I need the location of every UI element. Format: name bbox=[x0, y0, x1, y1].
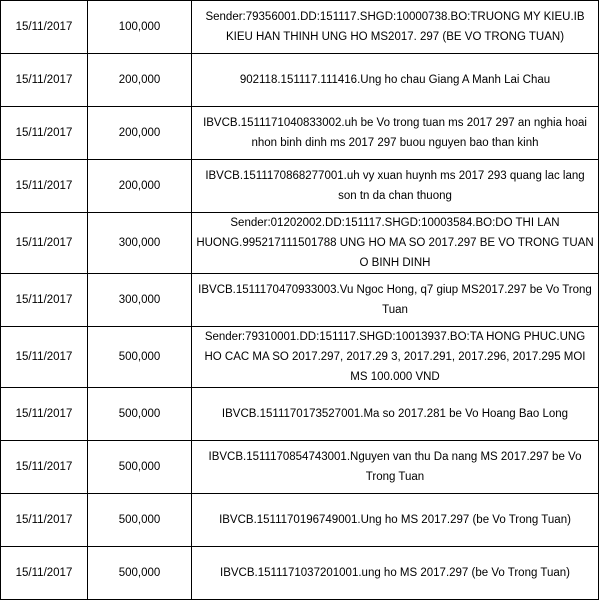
amount-cell: 200,000 bbox=[88, 54, 192, 107]
table-row bbox=[1, 54, 599, 107]
amount-cell: 500,000 bbox=[88, 327, 192, 388]
table-row bbox=[1, 213, 599, 274]
amount-cell: 500,000 bbox=[88, 441, 192, 494]
date-cell: 15/11/2017 bbox=[1, 54, 88, 107]
description-cell: IBVCB.1511170868277001.uh vy xuan huynh ms 2017 293 quang lac lang son tn da chan thuong bbox=[192, 160, 599, 213]
description-cell: IBVCB.1511171040833002.uh be Vo trong tuan ms 2017 297 an nghia hoai nhon binh dinh ms 2017 297 buou nguyen bao than kinh bbox=[192, 107, 599, 160]
description-cell: IBVCB.1511171037201001.ung ho MS 2017.297 (be Vo Trong Tuan) bbox=[192, 547, 599, 600]
date-cell: 15/11/2017 bbox=[1, 547, 88, 600]
description-cell: Sender:01202002.DD:151117.SHGD:10003584.BO:DO THI LAN HUONG.995217111501788 UNG HO MA SO 2017.297 BE VO TRONG TUAN O BINH DINH bbox=[192, 213, 599, 274]
amount-cell: 500,000 bbox=[88, 388, 192, 441]
table-row bbox=[1, 441, 599, 494]
date-cell: 15/11/2017 bbox=[1, 388, 88, 441]
amount-cell: 200,000 bbox=[88, 160, 192, 213]
table-row bbox=[1, 107, 599, 160]
description-cell: IBVCB.1511170173527001.Ma so 2017.281 be Vo Hoang Bao Long bbox=[192, 388, 599, 441]
date-cell: 15/11/2017 bbox=[1, 441, 88, 494]
date-cell: 15/11/2017 bbox=[1, 213, 88, 274]
description-cell: 902118.151117.111416.Ung ho chau Giang A Manh Lai Chau bbox=[192, 54, 599, 107]
amount-cell: 500,000 bbox=[88, 494, 192, 547]
date-cell: 15/11/2017 bbox=[1, 327, 88, 388]
table-row bbox=[1, 388, 599, 441]
table-row bbox=[1, 160, 599, 213]
amount-cell: 300,000 bbox=[88, 213, 192, 274]
description-cell: IBVCB.1511170470933003.Vu Ngoc Hong, q7 giup MS2017.297 be Vo Trong Tuan bbox=[192, 274, 599, 327]
table-row bbox=[1, 494, 599, 547]
date-cell: 15/11/2017 bbox=[1, 1, 88, 54]
table-row bbox=[1, 1, 599, 54]
table-row bbox=[1, 327, 599, 388]
amount-cell: 500,000 bbox=[88, 547, 192, 600]
description-cell: Sender:79310001.DD:151117.SHGD:10013937.BO:TA HONG PHUC.UNG HO CAC MA SO 2017.297, 2017.29 3, 2017.291, 2017.296, 2017.295 MOI MS 100.000 VND bbox=[192, 327, 599, 388]
table-row bbox=[1, 274, 599, 327]
amount-cell: 100,000 bbox=[88, 1, 192, 54]
date-cell: 15/11/2017 bbox=[1, 494, 88, 547]
date-cell: 15/11/2017 bbox=[1, 107, 88, 160]
description-cell: IBVCB.1511170854743001.Nguyen van thu Da nang MS 2017.297 be Vo Trong Tuan bbox=[192, 441, 599, 494]
date-cell: 15/11/2017 bbox=[1, 274, 88, 327]
table-row bbox=[1, 547, 599, 600]
description-cell: IBVCB.1511170196749001.Ung ho MS 2017.297 (be Vo Trong Tuan) bbox=[192, 494, 599, 547]
date-cell: 15/11/2017 bbox=[1, 160, 88, 213]
amount-cell: 300,000 bbox=[88, 274, 192, 327]
description-cell: Sender:79356001.DD:151117.SHGD:10000738.BO:TRUONG MY KIEU.IB KIEU HAN THINH UNG HO MS2017. 297 (BE VO TRONG TUAN) bbox=[192, 1, 599, 54]
amount-cell: 200,000 bbox=[88, 107, 192, 160]
